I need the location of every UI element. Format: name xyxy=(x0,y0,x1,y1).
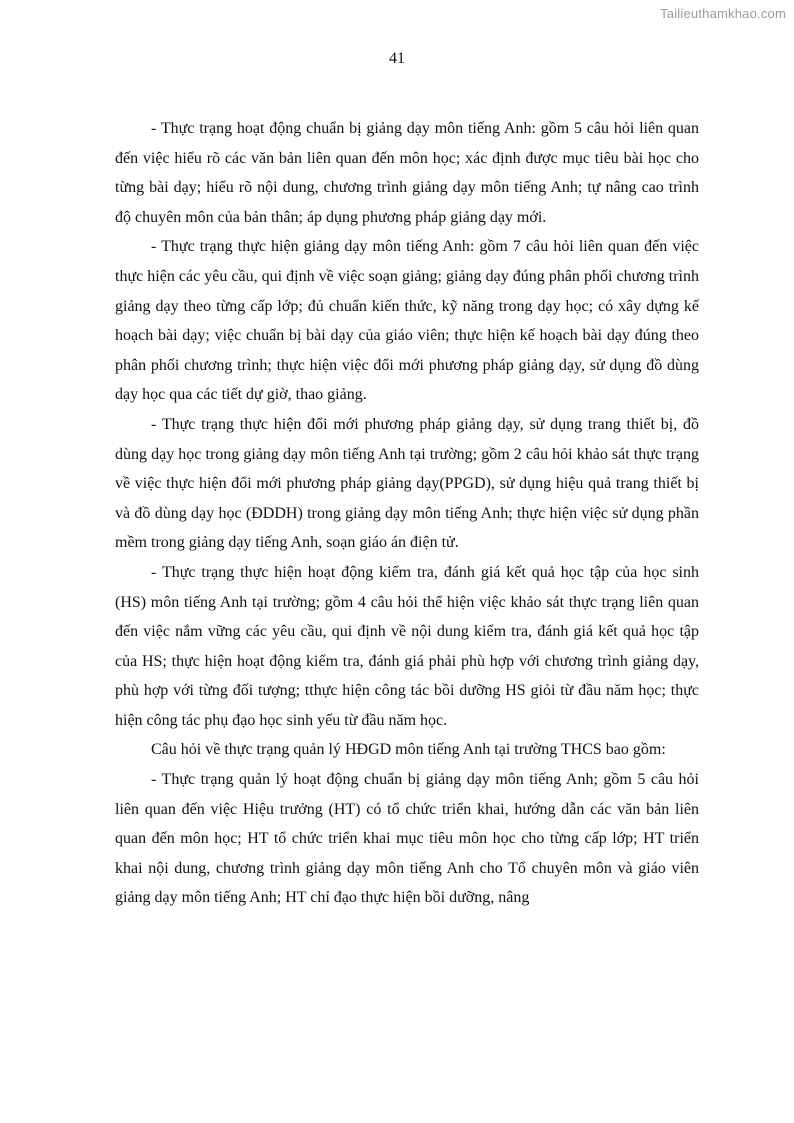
paragraph-management-questions-intro: Câu hỏi về thực trạng quản lý HĐGD môn tiếng Anh tại trường THCS bao gồm: xyxy=(151,741,666,759)
paragraph-management-preparation-status: - Thực trạng quản lý hoạt động chuẩn bị giảng dạy môn tiếng Anh; gồm 5 câu hỏi liên quan đến việc Hiệu trưởng (HT) có tổ chức triển khai, hướng dẫn các văn bản liên quan đến môn học; HT tổ chức triển khai mục tiêu môn học cho từng cấp lớp; HT triển khai nội dung, chương trình giảng dạy môn tiếng Anh cho Tổ chuyên môn và giáo viên giảng dạy môn tiếng Anh; HT chỉ đạo thực hiện bồi dưỡng, nâng xyxy=(115,771,699,907)
paragraph-preparation-status: - Thực trạng hoạt động chuẩn bị giảng dạy môn tiếng Anh: gồm 5 câu hỏi liên quan đến việc hiểu rõ các văn bản liên quan đến môn học; xác định được mục tiêu bài học cho từng bài dạy; hiểu rõ nội dung, chương trình giảng dạy môn tiếng Anh; tự nâng cao trình độ chuyên môn của bản thân; áp dụng phương pháp giảng dạy mới. xyxy=(115,120,699,226)
page-number: 41 xyxy=(389,50,405,67)
paragraph-teaching-status: - Thực trạng thực hiện giảng dạy môn tiếng Anh: gồm 7 câu hỏi liên quan đến việc thực hiện các yêu cầu, qui định về việc soạn giảng; giảng dạy đúng phân phối chương trình giảng dạy theo từng cấp lớp; đủ chuẩn kiến thức, kỹ năng trong dạy học; có xây dựng kế hoạch bài dạy; việc chuẩn bị bài dạy của giáo viên; thực hiện kế hoạch bài dạy đúng theo phân phối chương trình; thực hiện việc đổi mới phương pháp giảng dạy, sử dụng đồ dùng dạy học qua các tiết dự giờ, thao giảng. xyxy=(115,238,699,404)
paragraph-method-innovation-status: - Thực trạng thực hiện đổi mới phương pháp giảng dạy, sử dụng trang thiết bị, đồ dùng dạy học trong giảng dạy môn tiếng Anh tại trường; gồm 2 câu hỏi khảo sát thực trạng về việc thực hiện đổi mới phương pháp giảng dạy(PPGD), sử dụng hiệu quả trang thiết bị và đồ dùng dạy học (ĐDDH) trong giảng dạy môn tiếng Anh; thực hiện việc sử dụng phần mềm trong giảng dạy tiếng Anh, soạn giáo án điện tử. xyxy=(115,415,699,552)
watermark-text: Tailieuthamkhao.com xyxy=(660,6,786,21)
paragraph-assessment-status: - Thực trạng thực hiện hoạt động kiểm tra, đánh giá kết quả học tập của học sinh (HS) môn tiếng Anh tại trường; gồm 4 câu hỏi thể hiện việc khảo sát thực trạng liên quan đến việc nắm vững các yêu cầu, qui định về nội dung kiểm tra, đánh giá kết quả học tập của HS; thực hiện hoạt động kiểm tra, đánh giá phải phù hợp với chương trình giảng dạy, phù hợp với từng đối tượng; tthực hiện công tác bồi dưỡng HS giỏi từ đầu năm học; thực hiện công tác phụ đạo học sinh yếu từ đầu năm học. xyxy=(115,563,699,729)
document-body xyxy=(115,114,699,913)
